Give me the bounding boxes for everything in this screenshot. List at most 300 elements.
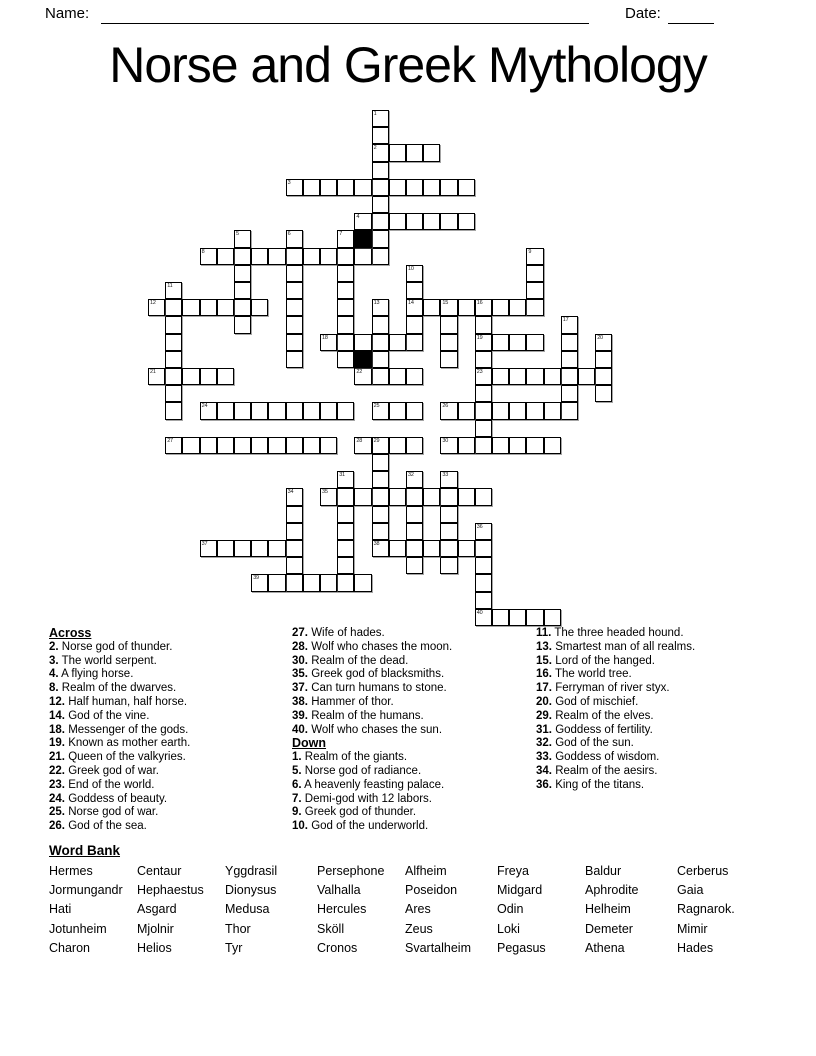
grid-cell[interactable] <box>303 248 320 265</box>
grid-cell[interactable] <box>561 334 578 351</box>
grid-cell[interactable] <box>372 213 389 230</box>
grid-cell[interactable] <box>372 162 389 179</box>
clue-number: 38. <box>292 695 308 708</box>
grid-cell[interactable] <box>286 506 303 523</box>
grid-cell[interactable] <box>440 506 457 523</box>
grid-cell[interactable] <box>268 248 285 265</box>
date-label: Date: <box>625 5 661 22</box>
clue-number: 23. <box>49 778 65 791</box>
grid-cell[interactable] <box>234 540 251 557</box>
grid-cell[interactable] <box>372 540 389 557</box>
grid-cell[interactable] <box>320 488 337 505</box>
cell-number: 21 <box>150 369 156 375</box>
grid-cell[interactable] <box>286 488 303 505</box>
grid-cell[interactable] <box>354 368 371 385</box>
cell-number: 36 <box>476 523 483 530</box>
grid-cell[interactable] <box>526 299 543 316</box>
clue-text: Realm of the humans. <box>308 709 424 722</box>
word-bank-item: Charon <box>49 940 90 955</box>
grid-cell[interactable] <box>372 299 389 316</box>
grid-cell[interactable] <box>268 574 285 591</box>
cell-number: 24 <box>201 403 208 410</box>
grid-cell[interactable] <box>372 437 389 454</box>
grid-cell[interactable] <box>561 385 578 402</box>
grid-cell[interactable] <box>372 471 389 488</box>
grid-cell[interactable] <box>234 299 251 316</box>
grid-cell[interactable] <box>372 110 389 127</box>
grid-cell[interactable] <box>389 437 406 454</box>
cell-number: 35 <box>322 489 328 496</box>
grid-cell[interactable] <box>440 471 457 488</box>
grid-cell[interactable] <box>200 437 217 454</box>
grid-cell[interactable] <box>337 282 354 299</box>
grid-cell[interactable] <box>217 540 234 557</box>
grid-cell[interactable] <box>354 574 371 591</box>
grid-cell[interactable] <box>406 557 423 574</box>
grid-cell[interactable] <box>286 334 303 351</box>
grid-cell[interactable] <box>458 488 475 505</box>
word-bank-item: Persephone <box>317 864 385 878</box>
grid-cell[interactable] <box>200 248 217 265</box>
grid-cell[interactable] <box>406 488 423 505</box>
clue-number: 32. <box>536 737 552 750</box>
grid-cell[interactable] <box>509 609 526 626</box>
word-bank-item: Ares <box>405 902 431 917</box>
clue-number: 7. <box>292 792 302 805</box>
grid-cell[interactable] <box>406 506 423 523</box>
clue-text: Norse god of thunder. <box>58 640 173 653</box>
clue-text: Lord of the hanged. <box>552 654 655 667</box>
word-bank-item: Cerberus <box>677 864 729 878</box>
grid-cell[interactable] <box>544 368 561 385</box>
grid-cell[interactable] <box>337 351 354 368</box>
grid-cell[interactable] <box>234 230 251 247</box>
grid-cell[interactable] <box>475 385 492 402</box>
grid-cell[interactable] <box>526 368 543 385</box>
name-label: Name: <box>45 5 90 22</box>
grid-cell[interactable] <box>251 402 268 419</box>
grid-cell[interactable] <box>440 488 457 505</box>
grid-cell[interactable] <box>372 230 389 247</box>
grid-cell[interactable] <box>561 402 578 419</box>
grid-cell[interactable] <box>440 523 457 540</box>
grid-cell[interactable] <box>544 609 561 626</box>
grid-cell[interactable] <box>234 316 251 333</box>
grid-cell[interactable] <box>475 402 492 419</box>
grid-cell[interactable] <box>234 402 251 419</box>
grid-cell[interactable] <box>148 368 165 385</box>
grid-cell[interactable] <box>423 488 440 505</box>
grid-cell[interactable] <box>337 402 354 419</box>
grid-cell[interactable] <box>509 334 526 351</box>
cell-number: 19 <box>476 334 483 341</box>
grid-cell[interactable] <box>406 402 423 419</box>
grid-cell[interactable] <box>578 368 595 385</box>
grid-cell[interactable] <box>595 351 612 368</box>
grid-cell[interactable] <box>561 316 578 333</box>
grid-cell[interactable] <box>286 351 303 368</box>
grid-cell[interactable] <box>372 127 389 144</box>
grid-cell[interactable] <box>234 282 251 299</box>
grid-cell[interactable] <box>492 437 509 454</box>
grid-cell[interactable] <box>440 316 457 333</box>
grid-cell[interactable] <box>354 179 371 196</box>
clue-text: Smartest man of all realms. <box>552 640 696 653</box>
grid-cell[interactable] <box>526 265 543 282</box>
grid-cell[interactable] <box>458 299 475 316</box>
grid-cell[interactable] <box>372 368 389 385</box>
grid-cell[interactable] <box>406 213 423 230</box>
grid-cell[interactable] <box>440 299 457 316</box>
grid-cell[interactable] <box>372 196 389 213</box>
grid-cell[interactable] <box>509 437 526 454</box>
grid-cell[interactable] <box>509 299 526 316</box>
word-bank-item: Loki <box>497 921 520 936</box>
grid-cell[interactable] <box>406 282 423 299</box>
grid-cell[interactable] <box>406 265 423 282</box>
grid-cell[interactable] <box>337 265 354 282</box>
grid-cell[interactable] <box>217 368 234 385</box>
grid-cell[interactable] <box>440 213 457 230</box>
grid-cell[interactable] <box>526 402 543 419</box>
grid-cell[interactable] <box>475 368 492 385</box>
grid-cell[interactable] <box>303 574 320 591</box>
date-line[interactable] <box>668 6 714 24</box>
grid-cell[interactable] <box>251 574 268 591</box>
grid-cell[interactable] <box>148 299 165 316</box>
grid-cell[interactable] <box>337 488 354 505</box>
clue-text: Goddess of beauty. <box>65 792 168 805</box>
grid-cell[interactable] <box>234 248 251 265</box>
grid-cell[interactable] <box>440 557 457 574</box>
clue-text: God of the underworld. <box>308 820 429 833</box>
grid-cell[interactable] <box>320 248 337 265</box>
grid-cell[interactable] <box>475 609 492 626</box>
grid-cell[interactable] <box>544 437 561 454</box>
clue-text: Wife of hades. <box>308 627 385 639</box>
clue-text: Known as mother earth. <box>65 737 191 750</box>
grid-cell[interactable] <box>286 179 303 196</box>
grid-cell[interactable] <box>475 592 492 609</box>
clue-number: 27. <box>292 627 308 639</box>
grid-cell[interactable] <box>475 540 492 557</box>
grid-cell[interactable] <box>217 248 234 265</box>
grid-cell[interactable] <box>217 437 234 454</box>
word-bank-item: Mjolnir <box>137 921 174 936</box>
grid-cell[interactable] <box>286 230 303 247</box>
grid-cell[interactable] <box>372 144 389 161</box>
grid-cell[interactable] <box>354 334 371 351</box>
clue-number: 31. <box>536 723 552 736</box>
grid-cell[interactable] <box>286 316 303 333</box>
grid-cell[interactable] <box>165 299 182 316</box>
grid-cell[interactable] <box>458 179 475 196</box>
grid-cell[interactable] <box>320 437 337 454</box>
clue-number: 8. <box>49 682 59 695</box>
cell-number: 6 <box>287 231 291 238</box>
grid-cell[interactable] <box>509 402 526 419</box>
grid-cell[interactable] <box>440 351 457 368</box>
grid-cell[interactable] <box>475 557 492 574</box>
grid-cell[interactable] <box>406 523 423 540</box>
clue-text: The world serpent. <box>58 654 157 667</box>
cell-number: 2 <box>373 145 377 152</box>
grid-cell[interactable] <box>389 144 406 161</box>
grid-cell[interactable] <box>458 402 475 419</box>
grid-cell[interactable] <box>526 282 543 299</box>
grid-cell[interactable] <box>165 282 182 299</box>
grid-cell[interactable] <box>337 471 354 488</box>
grid-cell[interactable] <box>354 488 371 505</box>
clue-number: 36. <box>536 778 552 791</box>
grid-cell[interactable] <box>268 540 285 557</box>
grid-cell[interactable] <box>286 248 303 265</box>
grid-cell[interactable] <box>389 213 406 230</box>
grid-cell[interactable] <box>561 368 578 385</box>
grid-cell[interactable] <box>303 437 320 454</box>
grid-cell[interactable] <box>286 574 303 591</box>
grid-cell[interactable] <box>406 540 423 557</box>
cell-number: 33 <box>442 472 449 479</box>
grid-cell[interactable] <box>234 265 251 282</box>
grid-cell[interactable] <box>406 368 423 385</box>
grid-cell[interactable] <box>475 574 492 591</box>
grid-cell[interactable] <box>372 316 389 333</box>
grid-cell[interactable] <box>595 368 612 385</box>
grid-cell[interactable] <box>303 402 320 419</box>
grid-cell[interactable] <box>337 316 354 333</box>
word-bank-item: Hercules <box>317 902 367 917</box>
word-bank-item: Tyr <box>225 940 243 955</box>
grid-cell[interactable] <box>286 437 303 454</box>
grid-cell[interactable] <box>286 265 303 282</box>
grid-cell[interactable] <box>286 540 303 557</box>
grid-cell[interactable] <box>475 488 492 505</box>
grid-cell[interactable] <box>217 402 234 419</box>
grid-cell[interactable] <box>165 437 182 454</box>
grid-cell[interactable] <box>337 557 354 574</box>
grid-cell[interactable] <box>268 437 285 454</box>
grid-cell[interactable] <box>165 334 182 351</box>
grid-cell[interactable] <box>406 299 423 316</box>
grid-cell[interactable] <box>217 299 234 316</box>
grid-cell[interactable] <box>475 437 492 454</box>
grid-cell[interactable] <box>200 540 217 557</box>
clue-text: Messenger of the gods. <box>65 723 189 736</box>
grid-cell[interactable] <box>440 179 457 196</box>
grid-cell[interactable] <box>337 248 354 265</box>
grid-cell[interactable] <box>372 248 389 265</box>
grid-cell[interactable] <box>286 299 303 316</box>
grid-cell[interactable] <box>268 402 285 419</box>
cell-number: 40 <box>476 609 483 616</box>
cell-number: 9 <box>528 248 532 255</box>
grid-cell[interactable] <box>337 540 354 557</box>
grid-cell[interactable] <box>337 179 354 196</box>
clue-number: 37. <box>292 682 308 695</box>
grid-cell[interactable] <box>251 437 268 454</box>
grid-cell[interactable] <box>423 540 440 557</box>
clue-down-15 <box>536 655 778 669</box>
grid-cell-black <box>354 351 371 368</box>
grid-cell[interactable] <box>526 248 543 265</box>
grid-cell[interactable] <box>165 316 182 333</box>
grid-cell[interactable] <box>509 368 526 385</box>
clue-text: Greek god of blacksmiths. <box>308 668 445 681</box>
grid-cell[interactable] <box>475 316 492 333</box>
cell-number: 28 <box>356 437 363 444</box>
grid-cell[interactable] <box>372 488 389 505</box>
grid-cell[interactable] <box>492 402 509 419</box>
grid-cell[interactable] <box>251 540 268 557</box>
grid-cell[interactable] <box>475 420 492 437</box>
grid-cell[interactable] <box>526 334 543 351</box>
grid-cell[interactable] <box>423 144 440 161</box>
clue-text: Realm of the aesirs. <box>552 764 658 777</box>
grid-cell[interactable] <box>492 334 509 351</box>
grid-cell[interactable] <box>165 402 182 419</box>
grid-cell[interactable] <box>337 574 354 591</box>
grid-cell[interactable] <box>492 609 509 626</box>
grid-cell[interactable] <box>406 144 423 161</box>
grid-cell[interactable] <box>354 213 371 230</box>
grid-cell[interactable] <box>526 437 543 454</box>
grid-cell[interactable] <box>458 213 475 230</box>
clue-text: Ferryman of river styx. <box>552 682 670 695</box>
word-bank-item: Asgard <box>137 902 177 917</box>
cell-number: 32 <box>408 472 414 479</box>
clue-number: 26. <box>49 820 65 833</box>
grid-cell[interactable] <box>372 334 389 351</box>
cell-number: 22 <box>356 369 363 375</box>
grid-cell[interactable] <box>372 523 389 540</box>
grid-cell[interactable] <box>475 299 492 316</box>
grid-cell[interactable] <box>337 523 354 540</box>
grid-cell[interactable] <box>372 454 389 471</box>
grid-cell[interactable] <box>423 179 440 196</box>
grid-cell[interactable] <box>406 316 423 333</box>
grid-cell[interactable] <box>406 334 423 351</box>
grid-cell[interactable] <box>389 402 406 419</box>
cell-number: 7 <box>339 231 343 238</box>
grid-cell[interactable] <box>337 506 354 523</box>
grid-cell[interactable] <box>492 299 509 316</box>
grid-cell[interactable] <box>492 368 509 385</box>
cell-number: 12 <box>150 300 156 307</box>
grid-cell[interactable] <box>561 351 578 368</box>
grid-cell[interactable] <box>458 437 475 454</box>
grid-cell[interactable] <box>595 385 612 402</box>
clues-column-1 <box>49 627 291 834</box>
clue-number: 40. <box>292 723 308 736</box>
clue-down-20 <box>536 696 778 710</box>
grid-cell[interactable] <box>389 488 406 505</box>
grid-cell[interactable] <box>251 248 268 265</box>
cell-number: 3 <box>287 179 291 186</box>
name-line[interactable] <box>101 6 589 24</box>
clue-text: Norse god of war. <box>65 806 159 819</box>
cell-number: 25 <box>373 403 380 410</box>
grid-cell[interactable] <box>354 437 371 454</box>
clue-across-37 <box>292 682 534 696</box>
grid-cell[interactable] <box>440 334 457 351</box>
grid-cell[interactable] <box>320 334 337 351</box>
grid-cell[interactable] <box>372 179 389 196</box>
grid-cell[interactable] <box>320 179 337 196</box>
grid-cell[interactable] <box>200 368 217 385</box>
clue-number: 2. <box>49 640 59 653</box>
grid-cell[interactable] <box>286 557 303 574</box>
grid-cell[interactable] <box>440 540 457 557</box>
grid-cell[interactable] <box>406 471 423 488</box>
grid-cell[interactable] <box>303 179 320 196</box>
grid-cell[interactable] <box>286 402 303 419</box>
grid-cell[interactable] <box>200 299 217 316</box>
grid-cell[interactable] <box>337 334 354 351</box>
grid-cell[interactable] <box>372 506 389 523</box>
grid-cell[interactable] <box>165 368 182 385</box>
grid-cell[interactable] <box>182 437 199 454</box>
clue-text: Hammer of thor. <box>308 695 394 708</box>
grid-cell[interactable] <box>406 437 423 454</box>
grid-cell[interactable] <box>182 368 199 385</box>
grid-cell[interactable] <box>320 402 337 419</box>
grid-cell[interactable] <box>544 402 561 419</box>
grid-cell[interactable] <box>372 351 389 368</box>
grid-cell[interactable] <box>286 523 303 540</box>
grid-cell[interactable] <box>475 334 492 351</box>
grid-cell[interactable] <box>406 179 423 196</box>
grid-cell[interactable] <box>389 179 406 196</box>
grid-cell[interactable] <box>337 230 354 247</box>
grid-cell[interactable] <box>182 299 199 316</box>
clue-across-39 <box>292 710 534 724</box>
clue-text: Demi-god with 12 labors. <box>301 792 432 805</box>
grid-cell[interactable] <box>165 351 182 368</box>
grid-cell[interactable] <box>200 402 217 419</box>
grid-cell[interactable] <box>389 334 406 351</box>
clue-number: 16. <box>536 668 552 681</box>
grid-cell[interactable] <box>595 334 612 351</box>
worksheet-title: Norse and Greek Mythology <box>109 37 707 93</box>
grid-cell[interactable] <box>526 609 543 626</box>
grid-cell[interactable] <box>165 385 182 402</box>
grid-cell[interactable] <box>423 213 440 230</box>
clue-text: The three headed hound. <box>551 627 684 639</box>
grid-cell[interactable] <box>354 248 371 265</box>
grid-cell[interactable] <box>389 540 406 557</box>
grid-cell[interactable] <box>423 299 440 316</box>
grid-cell[interactable] <box>251 299 268 316</box>
grid-cell[interactable] <box>389 368 406 385</box>
grid-cell[interactable] <box>337 299 354 316</box>
grid-cell[interactable] <box>475 351 492 368</box>
word-bank-item: Poseidon <box>405 883 458 898</box>
grid-cell[interactable] <box>286 282 303 299</box>
grid-cell[interactable] <box>320 574 337 591</box>
grid-cell[interactable] <box>458 540 475 557</box>
clue-number: 18. <box>49 723 65 736</box>
clue-text: Greek god of war. <box>65 764 159 777</box>
grid-cell[interactable] <box>372 402 389 419</box>
clue-across-3 <box>49 655 291 669</box>
grid-cell[interactable] <box>475 523 492 540</box>
clue-text: Realm of the dead. <box>308 654 409 667</box>
cell-number: 10 <box>408 265 414 272</box>
grid-cell[interactable] <box>440 402 457 419</box>
grid-cell[interactable] <box>234 437 251 454</box>
grid-cell[interactable] <box>440 437 457 454</box>
